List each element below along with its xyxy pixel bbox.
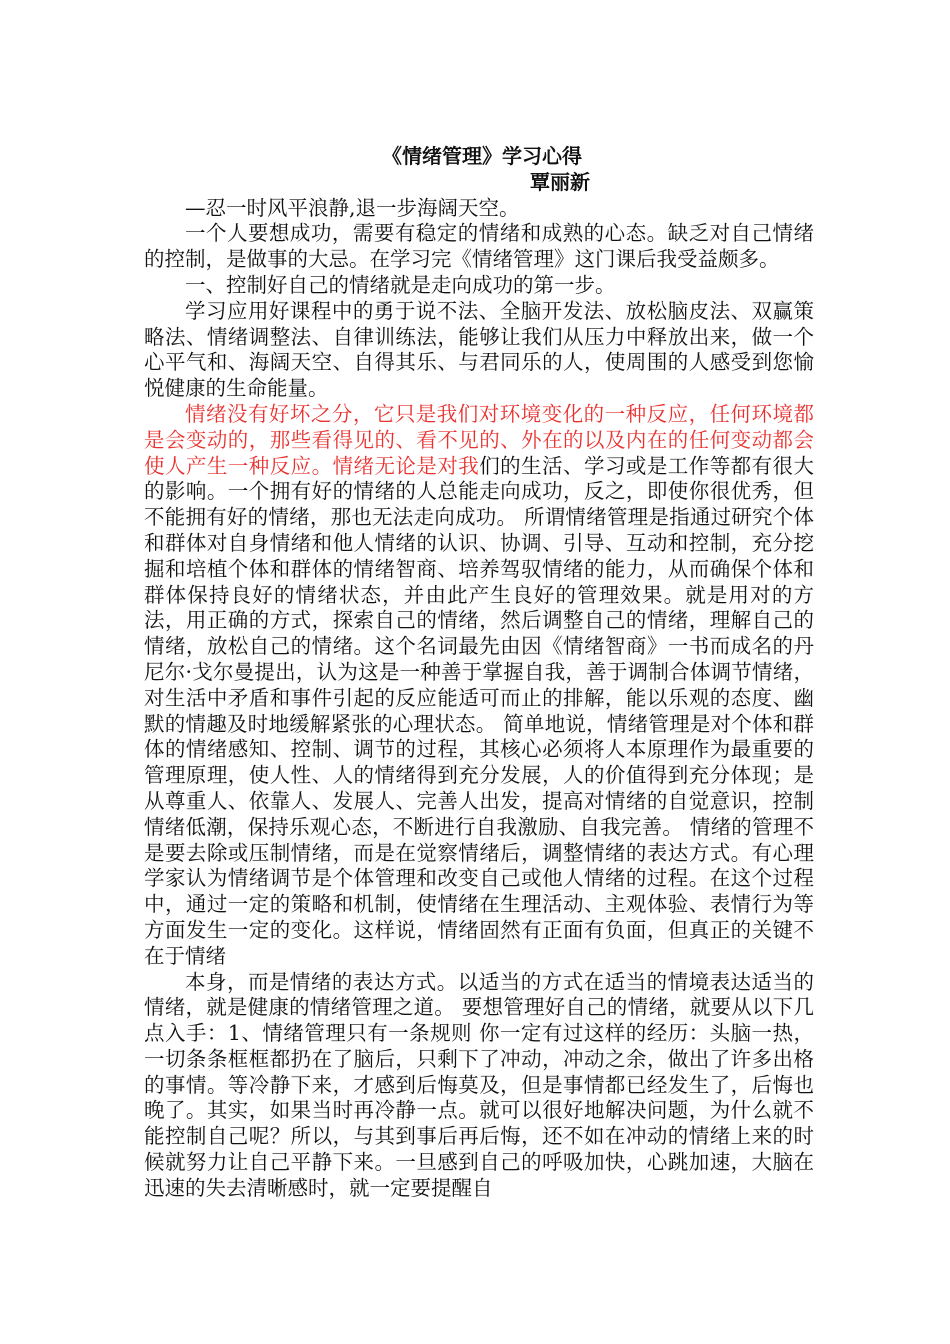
paragraph-expression: 本身，而是情绪的表达方式。以适当的方式在适当的情境表达适当的情绪，就是健康的情绪管理之道。 要想管理好自己的情绪，就要从以下几点入手：1、情绪管理只有一条规则 你一定有过这样的经历：头脑一热，一切条条框框都扔在了脑后，只剩下了冲动，冲动之余，做出了许多出格的事情。等冷静下来，才感到后悔莫及，但是事情都已经发生了，后悔也晚了。其实，如果当时再冷静一点。就可以很好地解决问题，为什么就不能控制自己呢？所以，与其到事后再后悔，还不如在冲动的情绪上来的时候就努力让自己平静下来。一旦感到自己的呼吸加快，心跳加速，大脑在迅速的失去清晰感时，就一定要提醒自 [144,969,814,1200]
highlighted-text: 情绪没有好坏之分，它只是我们对环境变化的一种反应，任何环境都是会变动的，那些看得见的、看不见的、外在的以及内在的任何变动都会使人产生一种反应。情绪无论是对我 [144,401,814,478]
section-heading-1: 一、控制好自己的情绪就是走向成功的第一步。 [185,272,616,297]
paragraph-epigraph: —忍一时风平浪静,退一步海阔天空。 [185,195,520,220]
paragraph-emotion-management [144,402,814,970]
document-title: 《情绪管理》学习心得 [382,144,582,168]
document-body [144,144,814,1202]
paragraph-text: 们的生活、学习或是工作等都有很大的影响。一个拥有好的情绪的人总能走向成功，反之，即使你很优秀，但不能拥有好的情绪，那也无法走向成功。 所谓情绪管理是指通过研究个体和群体对自身情绪和他人情绪的认识、协调、引导、互动和控制，充分挖掘和培植个体和群体的情绪智商、培养驾驭情绪的能力，从而确保个体和群体保持良好的情绪状态，并由此产生良好的管理效果。就是用对的方法，用正确的方式，探索自己的情绪，然后调整自己的情绪，理解自己的情绪，放松自己的情绪。这个名词最先由因《情绪智商》一书而成名的丹尼尔·戈尔曼提出，认为这是一种善于掌握自我，善于调制合体调节情绪，对生活中矛盾和事件引起的反应能适可而止的排解，能以乐观的态度、幽默的情趣及时地缓解紧张的心理状态。 简单地说，情绪管理是对个体和群体的情绪感知、控制、调节的过程，其核心必须将人本原理作为最重要的管理原理，使人性、人的情绪得到充分发展，人的价值得到充分体现；是从尊重人、依靠人、发展人、完善人出发，提高对情绪的自觉意识，控制情绪低潮，保持乐观心态，不断进行自我激励、自我完善。 情绪的管理不是要去除或压制情绪，而是在觉察情绪后，调整情绪的表达方式。有心理学家认为情绪调节是个体管理和改变自己或他人情绪的过程。在这个过程中，通过一定的策略和机制，使情绪在生理活动、主观体验、表情行为等方面发生一定的变化。这样说，情绪固然有正面有负面，但真正的关键不在于情绪 [144,453,815,968]
paragraph-methods: 学习应用好课程中的勇于说不法、全脑开发法、放松脑皮法、双赢策略法、情绪调整法、自律训练法，能够让我们从压力中释放出来，做一个心平气和、海阔天空、自得其乐、与君同乐的人，使周围的人感受到您愉悦健康的生命能量。 [144,298,814,401]
paragraph-intro: 一个人要想成功，需要有稳定的情绪和成熟的心态。缺乏对自己情绪的控制，是做事的大忌。在学习完《情绪管理》这门课后我受益颇多。 [144,221,814,272]
document-author: 覃丽新 [530,169,590,194]
